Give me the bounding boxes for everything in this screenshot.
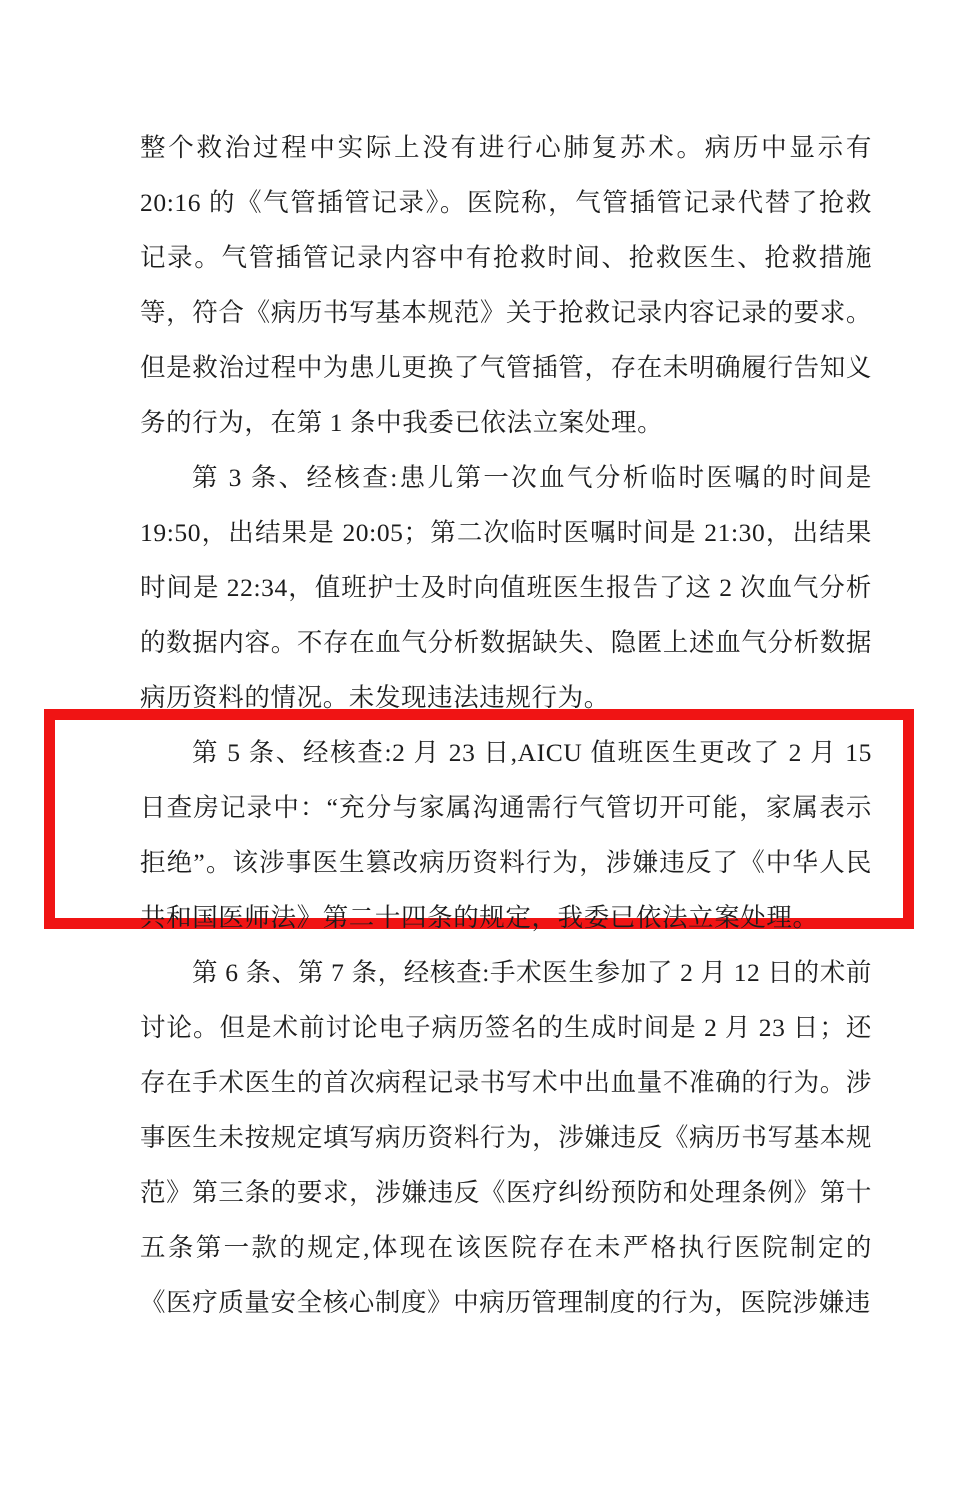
paragraph-1: 整个救治过程中实际上没有进行心肺复苏术。病历中显示有 20:16 的《气管插管记录》。医院称，气管插管记录代替了抢救记录。气管插管记录内容中有抢救时间、抢救医生、抢救措施等，符合《病历书写基本规范》关于抢救记录内容记录的要求。但是救治过程中为患儿更换了气管插管，存在未明确履行告知义务的行为，在第 1 条中我委已依法立案处理。 bbox=[140, 133, 872, 437]
paragraph-article-5: 第 5 条、经核查:2 月 23 日,AICU 值班医生更改了 2 月 15 日查房记录中：“充分与家属沟通需行气管切开可能，家属表示拒绝”。该涉事医生篡改病历资料行为，涉嫌违反了《中华人民共和国医师法》第二十四条的规定，我委已依法立案处理。 bbox=[140, 738, 872, 932]
paragraph-article-3: 第 3 条、经核查:患儿第一次血气分析临时医嘱的时间是 19:50，出结果是 20:05；第二次临时医嘱时间是 21:30，出结果时间是 22:34，值班护士及时向值班医生报告了这 2 次血气分析的数据内容。不存在血气分析数据缺失、隐匿上述血气分析数据病历资料的情况。未发现违法违规行为。 bbox=[140, 463, 872, 712]
document-body bbox=[140, 120, 872, 1330]
highlighted-section bbox=[140, 725, 872, 945]
paragraph-article-6-7: 第 6 条、第 7 条，经核查:手术医生参加了 2 月 12 日的术前讨论。但是术前讨论电子病历签名的生成时间是 2 月 23 日；还存在手术医生的首次病程记录书写术中出血量不准确的行为。涉事医生未按规定填写病历资料行为，涉嫌违反《病历书写基本规范》第三条的要求，涉嫌违反《医疗纠纷预防和处理条例》第十五条第一款的规定,体现在该医院存在未严格执行医院制定的《医疗质量安全核心制度》中病历管理制度的行为，医院涉嫌违 bbox=[140, 958, 872, 1317]
